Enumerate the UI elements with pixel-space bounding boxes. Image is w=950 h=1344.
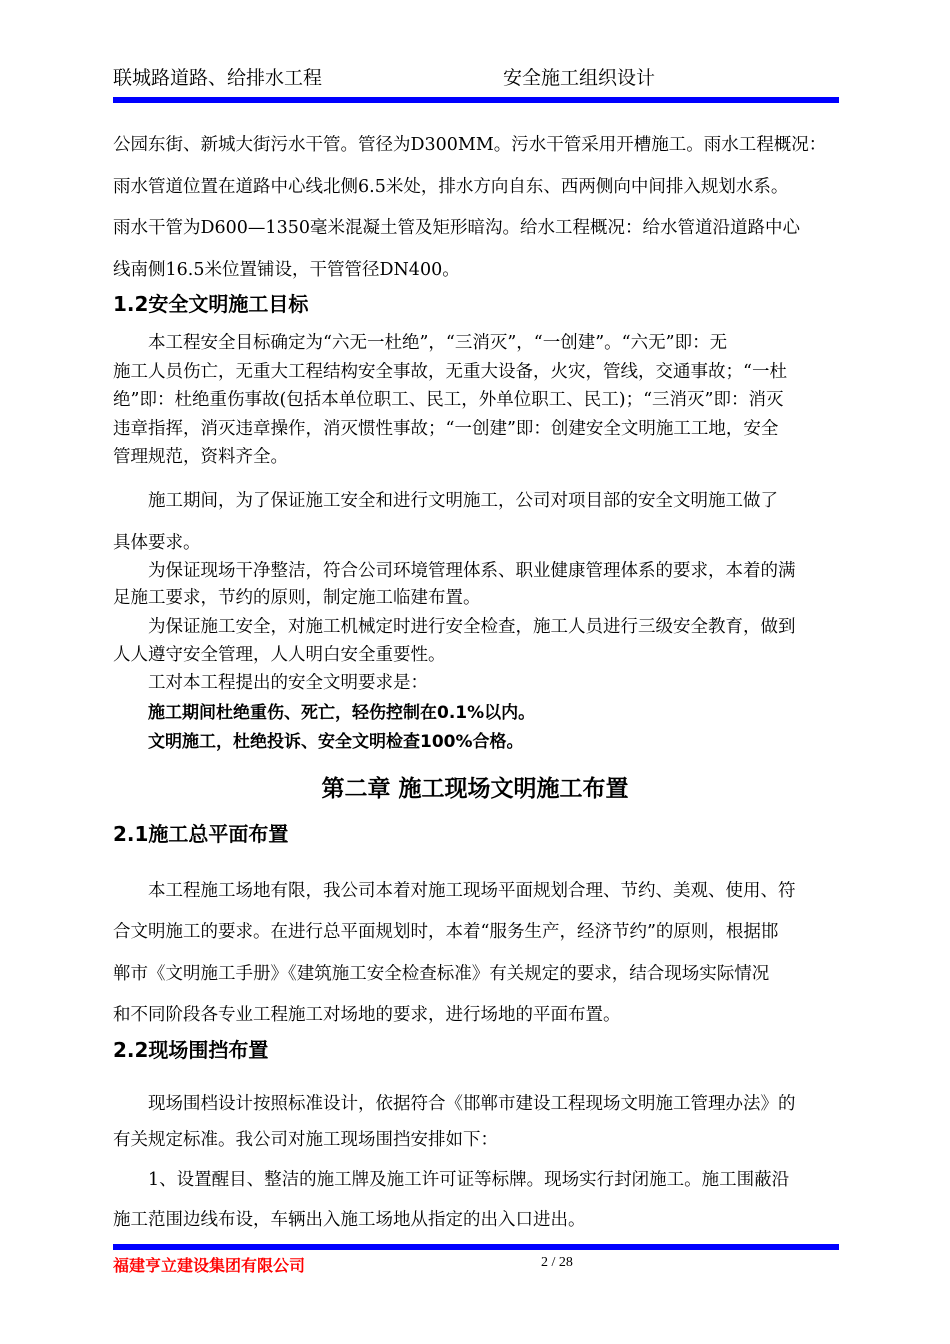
paragraph-line: 为保证现场干净整洁，符合公司环境管理体系、职业健康管理体系的要求，本着的满 (148, 561, 796, 581)
intro-line: 公园东街、新城大街污水干管。管径为D300MM。污水干管采用开槽施工。雨水工程概况： (113, 135, 827, 155)
page-header-left: 联城路道路、给排水工程 (113, 67, 323, 89)
section-2-1-title: 2.1施工总平面布置 (113, 822, 289, 846)
section-2-2-title: 2.2现场围挡布置 (113, 1038, 269, 1062)
page-number: 2 / 28 (541, 1255, 573, 1270)
paragraph-line: 施工期间，为了保证施工安全和进行文明施工，公司对项目部的安全文明施工做了 (148, 491, 778, 511)
paragraph-line: 本工程安全目标确定为“六无一杜绝”，“三消灭”，“一创建”。“六无”即：无 (148, 333, 728, 353)
bold-requirement: 施工期间杜绝重伤、死亡，轻伤控制在0.1%以内。 (148, 703, 536, 723)
paragraph-line: 郸市《文明施工手册》《建筑施工安全检查标准》有关规定的要求，结合现场实际情况 (113, 964, 770, 984)
paragraph-line: 为保证施工安全，对施工机械定时进行安全检查，施工人员进行三级安全教育，做到 (148, 617, 796, 637)
paragraph-line: 工对本工程提出的安全文明要求是： (148, 673, 428, 693)
page-header-right: 安全施工组织设计 (503, 67, 656, 89)
paragraph-line: 有关规定标准。我公司对施工现场围挡安排如下： (113, 1130, 498, 1150)
paragraph-line: 绝”即：杜绝重伤事故(包括本单位职工、民工，外单位职工、民工)；“三消灭”即：消灭 (113, 390, 784, 410)
paragraph-line: 1、设置醒目、整洁的施工牌及施工许可证等标牌。现场实行封闭施工。施工围蔽沿 (148, 1170, 790, 1190)
intro-line: 雨水管道位置在道路中心线北侧6.5米处，排水方向自东、西两侧向中间排入规划水系。 (113, 177, 789, 197)
paragraph-line: 和不同阶段各专业工程施工对场地的要求，进行场地的平面布置。 (113, 1005, 621, 1025)
paragraph-line: 合文明施工的要求。在进行总平面规划时，本着“服务生产，经济节约”的原则，根据邯 (113, 922, 779, 942)
paragraph-line: 施工范围边线布设，车辆出入施工场地从指定的出入口进出。 (113, 1210, 586, 1230)
chapter-title: 第二章 施工现场文明施工布置 (321, 776, 629, 802)
header-rule (113, 97, 839, 103)
paragraph-line: 具体要求。 (113, 533, 201, 553)
paragraph-line: 现场围档设计按照标准设计，依据符合《邯郸市建设工程现场文明施工管理办法》的 (148, 1094, 796, 1114)
paragraph-line: 足施工要求，节约的原则，制定施工临建布置。 (113, 588, 481, 608)
paragraph-line: 施工人员伤亡，无重大工程结构安全事故，无重大设备，火灾，管线，交通事故；“一杜 (113, 362, 787, 382)
paragraph-line: 人人遵守安全管理，人人明白安全重要性。 (113, 645, 446, 665)
paragraph-line: 管理规范，资料齐全。 (113, 447, 288, 467)
footer-rule (113, 1244, 839, 1250)
footer-company: 福建亨立建设集团有限公司 (113, 1256, 306, 1275)
intro-line: 雨水干管为D600—1350毫米混凝土管及矩形暗沟。给水工程概况：给水管道沿道路中心 (113, 218, 800, 238)
intro-line: 线南侧16.5米位置铺设，干管管径DN400。 (113, 260, 460, 280)
paragraph-line: 违章指挥，消灭违章操作，消灭惯性事故；“一创建”即：创建安全文明施工工地，安全 (113, 419, 779, 439)
paragraph-line: 本工程施工场地有限，我公司本着对施工现场平面规划合理、节约、美观、使用、符 (148, 881, 796, 901)
section-1-2-title: 1.2安全文明施工目标 (113, 292, 309, 316)
bold-requirement: 文明施工，杜绝投诉、安全文明检查100%合格。 (148, 732, 524, 752)
